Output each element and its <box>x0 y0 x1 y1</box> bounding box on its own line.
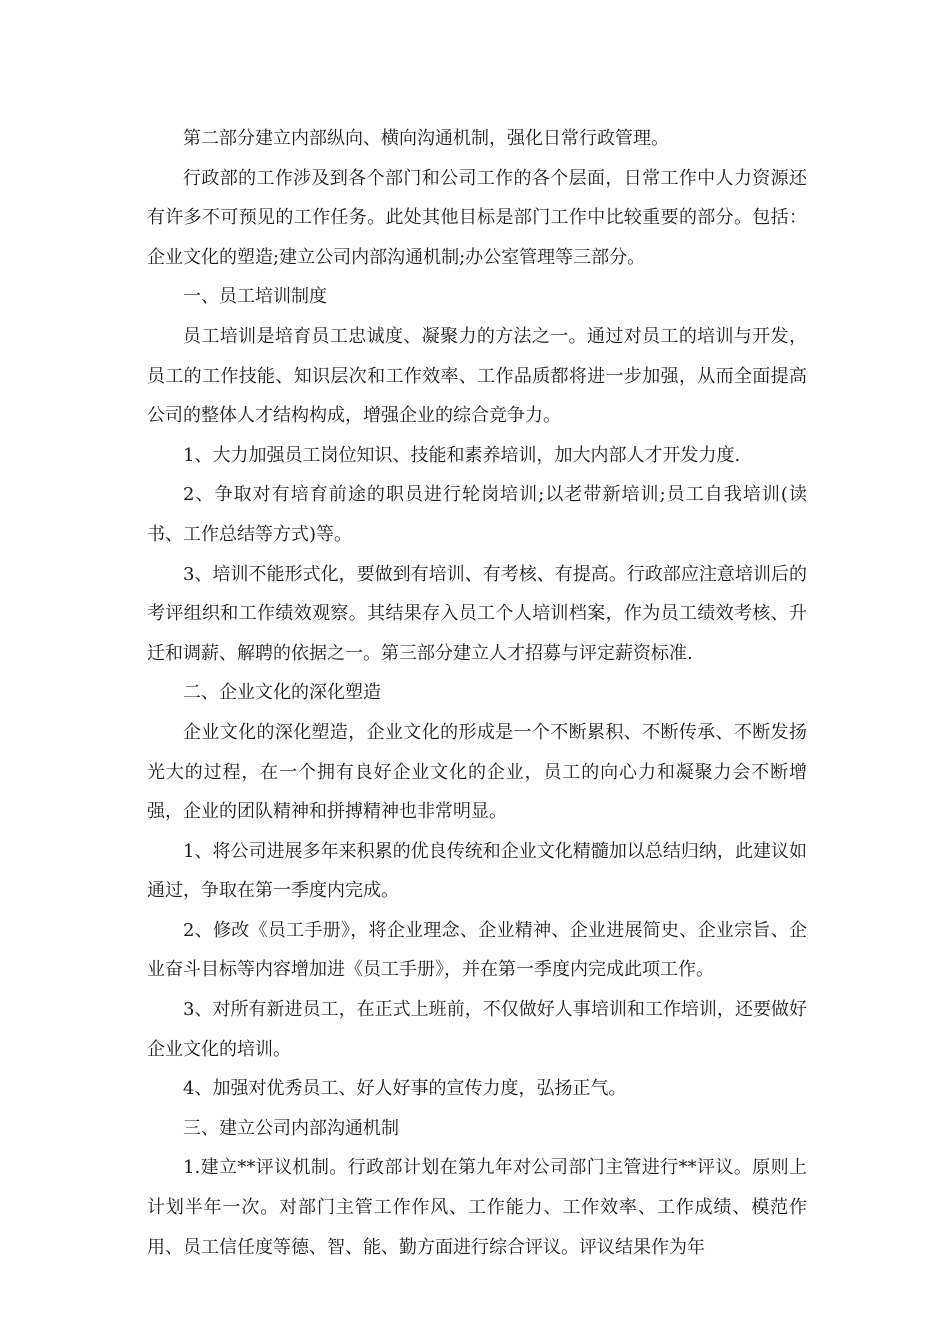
list-item-training-1: 1、大力加强员工岗位知识、技能和素养培训，加大内部人才开发力度. <box>183 444 741 466</box>
list-item-culture-1: 1、将公司进展多年来积累的优良传统和企业文化精髓加以总结归纳，此建议如通过，争取在第一季度内完成。 <box>147 840 807 902</box>
paragraph-culture-intro: 企业文化的深化塑造，企业文化的形成是一个不断累积、不断传承、不断发扬光大的过程，在一个拥有良好企业文化的企业，员工的向心力和凝聚力会不断增强，企业的团队精神和拼搏精神也非常明显。 <box>147 721 807 823</box>
paragraph-training-purpose: 员工培训是培育员工忠诚度、凝聚力的方法之一。通过对员工的培训与开发，员工的工作技能、知识层次和工作效率、工作品质都将进一步加强，从而全面提高公司的整体人才结构构成，增强企业的综合竞争力。 <box>147 325 807 427</box>
list-item-training-2: 2、争取对有培育前途的职员进行轮岗培训;以老带新培训;员工自我培训(读书、工作总结等方式)等。 <box>147 484 807 545</box>
heading-internal-communication: 三、建立公司内部沟通机制 <box>183 1117 399 1139</box>
list-item-culture-4: 4、加强对优秀员工、好人好事的宣传力度，弘扬正气。 <box>183 1078 627 1100</box>
list-item-training-3: 3、培训不能形式化，要做到有培训、有考核、有提高。行政部应注意培训后的考评组织和工作绩效观察。其结果存入员工个人培训档案，作为员工绩效考核、升迁和调薪、解聘的依据之一。第三部分建立人才招募与评定薪资标准. <box>147 563 807 664</box>
list-item-communication-1: 1.建立**评议机制。行政部计划在第九年对公司部门主管进行**评议。原则上计划半年一次。对部门主管工作作风、工作能力、工作效率、工作成绩、模范作用、员工信任度等德、智、能、勤方面进行综合评议。评议结果作为年 <box>147 1157 807 1258</box>
list-item-culture-2: 2、修改《员工手册》，将企业理念、企业精神、企业进展简史、企业宗旨、企业奋斗目标等内容增加进《员工手册》，并在第一季度内完成此项工作。 <box>147 919 807 981</box>
document-body <box>147 119 807 1267</box>
heading-corporate-culture: 二、企业文化的深化塑造 <box>183 682 381 704</box>
paragraph-admin-scope: 行政部的工作涉及到各个部门和公司工作的各个层面，日常工作中人力资源还有许多不可预见的工作任务。此处其他目标是部门工作中比较重要的部分。包括：企业文化的塑造;建立公司内部沟通机制;办公室管理等三部分。 <box>147 167 807 268</box>
list-item-culture-3: 3、对所有新进员工，在正式上班前，不仅做好人事培训和工作培训，还要做好企业文化的培训。 <box>147 999 807 1060</box>
heading-staff-training: 一、员工培训制度 <box>183 286 327 308</box>
paragraph-section-two-title: 第二部分建立内部纵向、横向沟通机制，强化日常行政管理。 <box>183 128 669 149</box>
